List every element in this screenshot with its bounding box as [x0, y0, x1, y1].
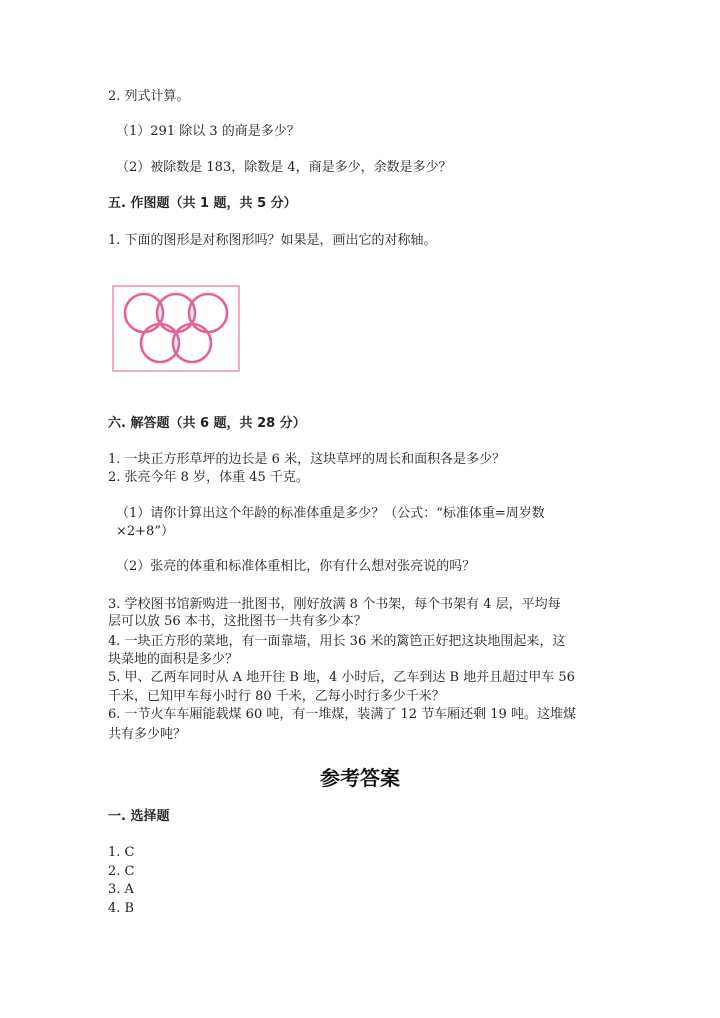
answer-question-2-sub-2: （2）张亮的体重和标准体重相比，你有什么想对张亮说的吗？	[116, 559, 476, 574]
calc-question-1: （1）291 除以 3 的商是多少？	[116, 124, 300, 139]
five-rings-figure	[112, 285, 240, 372]
answer-question-3-line-2: 层可以放 56 本书，这批图书一共有多少本？	[108, 614, 367, 629]
reference-answer-4: 4. B	[108, 901, 135, 916]
answer-question-2-sub-1-line-1: （1）请你计算出这个年龄的标准体重是多少？（公式：“标准体重=周岁数	[116, 506, 545, 521]
answer-question-6-line-2: 共有多少吨？	[108, 727, 187, 742]
answer-question-3-line-1: 3. 学校图书馆新购进一批图书，刚好放满 8 个书架，每个书架有 4 层，平均每	[108, 597, 561, 612]
reference-title: 参考答案	[320, 766, 400, 790]
drawing-question-1: 1. 下面的图形是对称图形吗？如果是，画出它的对称轴。	[108, 233, 437, 248]
answer-question-4-line-2: 块菜地的面积是多少？	[108, 652, 239, 667]
answer-question-4-line-1: 4. 一块正方形的菜地，有一面靠墙，用长 36 米的篱笆正好把这块地围起来，这	[108, 634, 566, 649]
calc-heading: 2. 列式计算。	[108, 89, 190, 104]
reference-answer-1: 1. C	[108, 845, 135, 860]
answer-question-1: 1. 一块正方形草坪的边长是 6 米，这块草坪的周长和面积各是多少？	[108, 452, 506, 467]
answer-section-heading: 六. 解答题（共 6 题，共 28 分）	[108, 416, 306, 431]
reference-answer-3: 3. A	[108, 882, 134, 897]
answer-question-5-line-2: 千米，已知甲车每小时行 80 千米，乙每小时行多少千米？	[108, 689, 445, 704]
answer-question-2-sub-1-line-2: ×2+8”）	[116, 524, 174, 539]
answer-question-5-line-1: 5. 甲、乙两车同时从 A 地开往 B 地，4 小时后，乙车到达 B 地并且超过甲车 56	[108, 670, 575, 685]
reference-answer-2: 2. C	[108, 864, 135, 879]
answer-question-6-line-1: 6. 一节火车车厢能载煤 60 吨，有一堆煤，装满了 12 节车厢还剩 19 吨。这堆煤	[108, 707, 576, 722]
reference-section-1-heading: 一. 选择题	[108, 809, 170, 824]
answer-question-2: 2. 张亮今年 8 岁，体重 45 千克。	[108, 470, 309, 485]
calc-question-2: （2）被除数是 183，除数是 4，商是多少，余数是多少？	[116, 160, 452, 175]
drawing-section-heading: 五. 作图题（共 1 题，共 5 分）	[108, 196, 297, 211]
